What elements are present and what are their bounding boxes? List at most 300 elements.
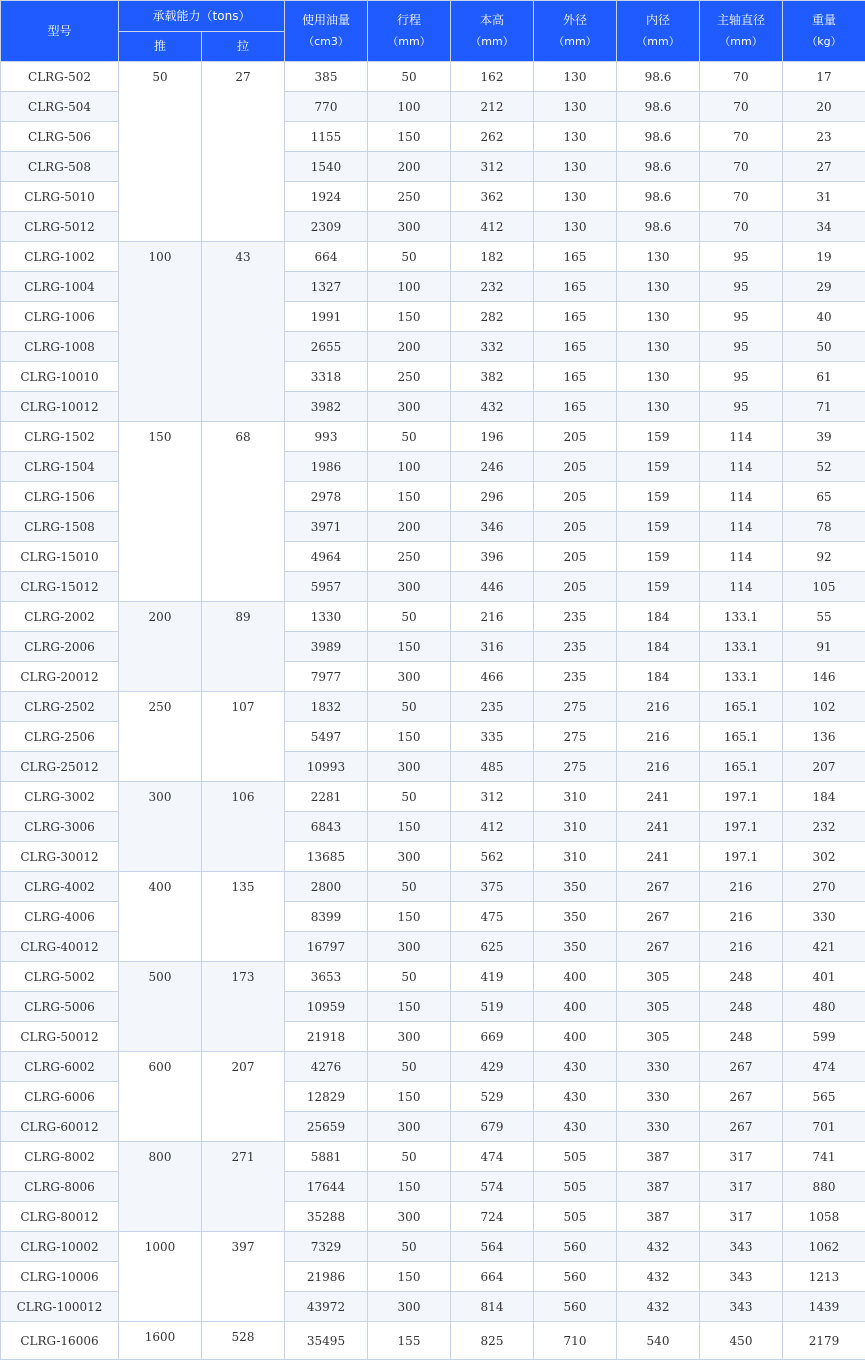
cell-weight: 50: [783, 332, 865, 362]
cell-push: 300: [119, 782, 202, 872]
header-outer-dia: [534, 1, 617, 62]
cell-stroke: 100: [368, 452, 451, 482]
cell-stroke: 300: [368, 392, 451, 422]
cell-height: 519: [451, 992, 534, 1022]
cell-shaft-dia: 114: [700, 542, 783, 572]
cell-weight: 34: [783, 212, 865, 242]
cell-height: 382: [451, 362, 534, 392]
cell-oil: 3971: [285, 512, 368, 542]
cell-inner-dia: 330: [617, 1052, 700, 1082]
cell-height: 669: [451, 1022, 534, 1052]
cell-weight: 401: [783, 962, 865, 992]
cell-weight: 1062: [783, 1232, 865, 1262]
cell-inner-dia: 159: [617, 452, 700, 482]
cell-push: 1000: [119, 1232, 202, 1322]
cell-stroke: 300: [368, 842, 451, 872]
cell-model: CLRG-6002: [1, 1052, 119, 1082]
cell-model: CLRG-1002: [1, 242, 119, 272]
cell-inner-dia: 387: [617, 1172, 700, 1202]
cell-stroke: 200: [368, 332, 451, 362]
cell-weight: 31: [783, 182, 865, 212]
cell-model: CLRG-3006: [1, 812, 119, 842]
cell-weight: 61: [783, 362, 865, 392]
cell-inner-dia: 159: [617, 572, 700, 602]
cell-oil: 5497: [285, 722, 368, 752]
cell-stroke: 300: [368, 1202, 451, 1232]
cell-shaft-dia: 95: [700, 362, 783, 392]
cell-outer-dia: 310: [534, 842, 617, 872]
cell-shaft-dia: 267: [700, 1082, 783, 1112]
cell-outer-dia: 235: [534, 632, 617, 662]
cell-model: CLRG-4006: [1, 902, 119, 932]
cell-inner-dia: 241: [617, 842, 700, 872]
cell-height: 429: [451, 1052, 534, 1082]
cell-inner-dia: 330: [617, 1112, 700, 1142]
cell-pull: 207: [202, 1052, 285, 1142]
cell-stroke: 150: [368, 482, 451, 512]
cell-model: CLRG-16006: [1, 1322, 119, 1360]
cell-inner-dia: 159: [617, 482, 700, 512]
header-stroke-label: 行程: [397, 13, 421, 27]
table-row: [1, 1142, 865, 1172]
cell-model: CLRG-10010: [1, 362, 119, 392]
cell-stroke: 50: [368, 242, 451, 272]
cell-shaft-dia: 133.1: [700, 662, 783, 692]
cell-stroke: 150: [368, 992, 451, 1022]
cell-oil: 13685: [285, 842, 368, 872]
cell-stroke: 50: [368, 602, 451, 632]
cell-shaft-dia: 70: [700, 92, 783, 122]
cell-inner-dia: 432: [617, 1262, 700, 1292]
header-shaft-dia-unit: （mm）: [700, 34, 782, 49]
cell-inner-dia: 159: [617, 542, 700, 572]
cell-pull: 68: [202, 422, 285, 602]
cell-shaft-dia: 114: [700, 572, 783, 602]
cell-weight: 65: [783, 482, 865, 512]
cell-shaft-dia: 248: [700, 1022, 783, 1052]
cell-height: 562: [451, 842, 534, 872]
cell-weight: 19: [783, 242, 865, 272]
table-row: [1, 782, 865, 812]
cell-model: CLRG-1508: [1, 512, 119, 542]
cell-inner-dia: 387: [617, 1202, 700, 1232]
cell-height: 814: [451, 1292, 534, 1322]
cell-weight: 27: [783, 152, 865, 182]
cell-inner-dia: 216: [617, 752, 700, 782]
cell-shaft-dia: 450: [700, 1322, 783, 1360]
cell-model: CLRG-20012: [1, 662, 119, 692]
cell-model: CLRG-25012: [1, 752, 119, 782]
cell-height: 362: [451, 182, 534, 212]
cell-weight: 1058: [783, 1202, 865, 1232]
cell-weight: 20: [783, 92, 865, 122]
cell-outer-dia: 205: [534, 482, 617, 512]
cell-stroke: 50: [368, 782, 451, 812]
cell-shaft-dia: 267: [700, 1052, 783, 1082]
table-row: [1, 62, 865, 92]
cell-height: 412: [451, 812, 534, 842]
cell-height: 332: [451, 332, 534, 362]
cell-height: 232: [451, 272, 534, 302]
cell-outer-dia: 205: [534, 572, 617, 602]
cell-oil: 1540: [285, 152, 368, 182]
header-oil-label: 使用油量: [302, 13, 350, 27]
cell-inner-dia: 130: [617, 332, 700, 362]
cell-shaft-dia: 165.1: [700, 722, 783, 752]
cell-stroke: 300: [368, 1292, 451, 1322]
cell-inner-dia: 387: [617, 1142, 700, 1172]
cell-push: 50: [119, 62, 202, 242]
cell-shaft-dia: 343: [700, 1262, 783, 1292]
cell-oil: 1330: [285, 602, 368, 632]
cell-height: 196: [451, 422, 534, 452]
cell-push: 400: [119, 872, 202, 962]
cell-oil: 12829: [285, 1082, 368, 1112]
cell-inner-dia: 216: [617, 722, 700, 752]
cell-pull: 43: [202, 242, 285, 422]
cell-model: CLRG-2502: [1, 692, 119, 722]
cell-inner-dia: 305: [617, 962, 700, 992]
cell-stroke: 300: [368, 752, 451, 782]
cell-push: 800: [119, 1142, 202, 1232]
header-weight: [783, 1, 865, 62]
cell-outer-dia: 130: [534, 92, 617, 122]
cell-outer-dia: 560: [534, 1232, 617, 1262]
cell-height: 724: [451, 1202, 534, 1232]
cell-shaft-dia: 248: [700, 992, 783, 1022]
cell-model: CLRG-10006: [1, 1262, 119, 1292]
cell-oil: 2978: [285, 482, 368, 512]
cell-inner-dia: 267: [617, 932, 700, 962]
cell-shaft-dia: 70: [700, 212, 783, 242]
cell-shaft-dia: 267: [700, 1112, 783, 1142]
cell-shaft-dia: 114: [700, 482, 783, 512]
cell-outer-dia: 560: [534, 1292, 617, 1322]
header-stroke: [368, 1, 451, 62]
header-outer-dia-unit: （mm）: [534, 34, 616, 49]
cell-inner-dia: 305: [617, 1022, 700, 1052]
cell-weight: 207: [783, 752, 865, 782]
cell-model: CLRG-1004: [1, 272, 119, 302]
cell-inner-dia: 267: [617, 902, 700, 932]
cell-model: CLRG-8002: [1, 1142, 119, 1172]
cell-inner-dia: 241: [617, 782, 700, 812]
cell-model: CLRG-50012: [1, 1022, 119, 1052]
cell-model: CLRG-5010: [1, 182, 119, 212]
cell-inner-dia: 130: [617, 362, 700, 392]
table-row: [1, 1052, 865, 1082]
cell-pull: 271: [202, 1142, 285, 1232]
cell-weight: 52: [783, 452, 865, 482]
cell-model: CLRG-5012: [1, 212, 119, 242]
cell-model: CLRG-8006: [1, 1172, 119, 1202]
cell-model: CLRG-508: [1, 152, 119, 182]
cell-inner-dia: 216: [617, 692, 700, 722]
cell-shaft-dia: 114: [700, 512, 783, 542]
cell-outer-dia: 130: [534, 62, 617, 92]
table-row: [1, 1322, 865, 1360]
cell-height: 212: [451, 92, 534, 122]
cell-oil: 4964: [285, 542, 368, 572]
cell-shaft-dia: 95: [700, 332, 783, 362]
cell-weight: 39: [783, 422, 865, 452]
cell-height: 564: [451, 1232, 534, 1262]
cell-stroke: 200: [368, 512, 451, 542]
cell-weight: 105: [783, 572, 865, 602]
cell-shaft-dia: 95: [700, 302, 783, 332]
cell-inner-dia: 432: [617, 1232, 700, 1262]
cell-weight: 2179: [783, 1322, 865, 1360]
cell-height: 419: [451, 962, 534, 992]
table-row: [1, 692, 865, 722]
cell-inner-dia: 184: [617, 632, 700, 662]
header-stroke-unit: （mm）: [368, 34, 450, 49]
cell-outer-dia: 235: [534, 662, 617, 692]
cell-oil: 1155: [285, 122, 368, 152]
cell-height: 396: [451, 542, 534, 572]
cell-height: 246: [451, 452, 534, 482]
cell-model: CLRG-2506: [1, 722, 119, 752]
cell-model: CLRG-5002: [1, 962, 119, 992]
cell-oil: 1924: [285, 182, 368, 212]
cell-shaft-dia: 343: [700, 1292, 783, 1322]
cell-model: CLRG-6006: [1, 1082, 119, 1112]
cell-inner-dia: 98.6: [617, 152, 700, 182]
cell-height: 316: [451, 632, 534, 662]
cell-oil: 5957: [285, 572, 368, 602]
cell-stroke: 50: [368, 1052, 451, 1082]
cell-stroke: 50: [368, 1142, 451, 1172]
cell-shaft-dia: 114: [700, 422, 783, 452]
cell-stroke: 100: [368, 92, 451, 122]
cell-push: 200: [119, 602, 202, 692]
cell-weight: 480: [783, 992, 865, 1022]
cell-height: 346: [451, 512, 534, 542]
cell-shaft-dia: 216: [700, 902, 783, 932]
cell-weight: 421: [783, 932, 865, 962]
header-weight-unit: （kg）: [783, 34, 865, 49]
cell-model: CLRG-1504: [1, 452, 119, 482]
cell-push: 500: [119, 962, 202, 1052]
cell-shaft-dia: 165.1: [700, 692, 783, 722]
cell-shaft-dia: 197.1: [700, 782, 783, 812]
cell-weight: 1439: [783, 1292, 865, 1322]
cell-outer-dia: 505: [534, 1172, 617, 1202]
cell-weight: 55: [783, 602, 865, 632]
header-push: 推: [119, 32, 202, 62]
cell-oil: 1832: [285, 692, 368, 722]
cell-oil: 10993: [285, 752, 368, 782]
header-shaft-dia-label: 主轴直径: [717, 13, 765, 27]
cell-weight: 136: [783, 722, 865, 752]
cell-height: 182: [451, 242, 534, 272]
cell-outer-dia: 350: [534, 872, 617, 902]
cell-oil: 25659: [285, 1112, 368, 1142]
table-row: [1, 422, 865, 452]
header-weight-label: 重量: [812, 13, 836, 27]
cell-outer-dia: 165: [534, 362, 617, 392]
cell-stroke: 300: [368, 932, 451, 962]
cell-stroke: 150: [368, 812, 451, 842]
cell-model: CLRG-15012: [1, 572, 119, 602]
cell-weight: 184: [783, 782, 865, 812]
cell-oil: 6843: [285, 812, 368, 842]
cell-model: CLRG-3002: [1, 782, 119, 812]
cell-oil: 2281: [285, 782, 368, 812]
cell-oil: 43972: [285, 1292, 368, 1322]
cell-oil: 10959: [285, 992, 368, 1022]
header-height-unit: （mm）: [451, 34, 533, 49]
cell-weight: 880: [783, 1172, 865, 1202]
cell-model: CLRG-1006: [1, 302, 119, 332]
cell-stroke: 300: [368, 572, 451, 602]
cell-outer-dia: 130: [534, 182, 617, 212]
cell-shaft-dia: 114: [700, 452, 783, 482]
cell-outer-dia: 710: [534, 1322, 617, 1360]
cell-inner-dia: 184: [617, 662, 700, 692]
cell-stroke: 50: [368, 1232, 451, 1262]
cell-weight: 92: [783, 542, 865, 572]
header-outer-dia-label: 外径: [563, 13, 587, 27]
cell-shaft-dia: 165.1: [700, 752, 783, 782]
cell-outer-dia: 310: [534, 812, 617, 842]
cell-oil: 7977: [285, 662, 368, 692]
cell-height: 282: [451, 302, 534, 332]
cell-model: CLRG-40012: [1, 932, 119, 962]
cell-stroke: 50: [368, 422, 451, 452]
cell-oil: 16797: [285, 932, 368, 962]
cell-shaft-dia: 317: [700, 1142, 783, 1172]
header-shaft-dia: [700, 1, 783, 62]
cell-height: 529: [451, 1082, 534, 1112]
cell-model: CLRG-506: [1, 122, 119, 152]
cell-weight: 71: [783, 392, 865, 422]
cell-height: 664: [451, 1262, 534, 1292]
cell-height: 235: [451, 692, 534, 722]
cell-outer-dia: 505: [534, 1142, 617, 1172]
cell-stroke: 150: [368, 722, 451, 752]
cell-weight: 29: [783, 272, 865, 302]
cell-outer-dia: 205: [534, 422, 617, 452]
cell-weight: 741: [783, 1142, 865, 1172]
cell-outer-dia: 350: [534, 902, 617, 932]
cell-stroke: 50: [368, 872, 451, 902]
cell-stroke: 155: [368, 1322, 451, 1360]
cell-outer-dia: 205: [534, 452, 617, 482]
cell-height: 825: [451, 1322, 534, 1360]
cell-shaft-dia: 216: [700, 872, 783, 902]
cell-stroke: 300: [368, 212, 451, 242]
table-row: [1, 242, 865, 272]
cell-oil: 3982: [285, 392, 368, 422]
cell-model: CLRG-10012: [1, 392, 119, 422]
cell-inner-dia: 184: [617, 602, 700, 632]
cell-outer-dia: 235: [534, 602, 617, 632]
cell-weight: 17: [783, 62, 865, 92]
cell-stroke: 200: [368, 152, 451, 182]
cell-weight: 474: [783, 1052, 865, 1082]
cell-height: 475: [451, 902, 534, 932]
cell-pull: 528: [202, 1322, 285, 1360]
cell-pull: 397: [202, 1232, 285, 1322]
cell-model: CLRG-60012: [1, 1112, 119, 1142]
cell-oil: 3989: [285, 632, 368, 662]
cell-oil: 2309: [285, 212, 368, 242]
cell-outer-dia: 130: [534, 122, 617, 152]
cell-shaft-dia: 133.1: [700, 632, 783, 662]
cell-height: 679: [451, 1112, 534, 1142]
cell-oil: 4276: [285, 1052, 368, 1082]
cell-oil: 7329: [285, 1232, 368, 1262]
cell-stroke: 150: [368, 902, 451, 932]
cell-weight: 701: [783, 1112, 865, 1142]
cell-height: 312: [451, 152, 534, 182]
cell-model: CLRG-502: [1, 62, 119, 92]
cell-height: 574: [451, 1172, 534, 1202]
cell-shaft-dia: 317: [700, 1202, 783, 1232]
cell-oil: 35288: [285, 1202, 368, 1232]
cell-oil: 993: [285, 422, 368, 452]
cell-model: CLRG-1008: [1, 332, 119, 362]
cell-outer-dia: 430: [534, 1082, 617, 1112]
cell-inner-dia: 159: [617, 512, 700, 542]
header-inner-dia-unit: （mm）: [617, 34, 699, 49]
cell-outer-dia: 350: [534, 932, 617, 962]
cell-push: 100: [119, 242, 202, 422]
cell-outer-dia: 205: [534, 542, 617, 572]
cell-shaft-dia: 70: [700, 122, 783, 152]
cell-stroke: 250: [368, 362, 451, 392]
table-row: [1, 1232, 865, 1262]
cell-inner-dia: 130: [617, 302, 700, 332]
cell-weight: 565: [783, 1082, 865, 1112]
cell-oil: 21986: [285, 1262, 368, 1292]
cell-model: CLRG-2006: [1, 632, 119, 662]
header-oil: [285, 1, 368, 62]
cell-height: 474: [451, 1142, 534, 1172]
cell-height: 312: [451, 782, 534, 812]
cell-height: 432: [451, 392, 534, 422]
cell-weight: 23: [783, 122, 865, 152]
cell-outer-dia: 400: [534, 992, 617, 1022]
cell-height: 375: [451, 872, 534, 902]
cell-oil: 1327: [285, 272, 368, 302]
cell-outer-dia: 505: [534, 1202, 617, 1232]
cell-pull: 27: [202, 62, 285, 242]
cell-weight: 91: [783, 632, 865, 662]
cell-height: 466: [451, 662, 534, 692]
cell-inner-dia: 330: [617, 1082, 700, 1112]
cell-oil: 2800: [285, 872, 368, 902]
cell-oil: 385: [285, 62, 368, 92]
header-model: 型号: [1, 1, 119, 62]
cell-stroke: 300: [368, 1022, 451, 1052]
cell-stroke: 300: [368, 1112, 451, 1142]
cell-inner-dia: 98.6: [617, 122, 700, 152]
cell-outer-dia: 275: [534, 722, 617, 752]
cell-weight: 102: [783, 692, 865, 722]
table-header: [1, 1, 865, 62]
cell-outer-dia: 130: [534, 212, 617, 242]
cell-outer-dia: 165: [534, 332, 617, 362]
cell-weight: 270: [783, 872, 865, 902]
cell-outer-dia: 275: [534, 692, 617, 722]
cell-push: 250: [119, 692, 202, 782]
cell-height: 625: [451, 932, 534, 962]
header-oil-unit: （cm3）: [285, 34, 367, 49]
cell-weight: 599: [783, 1022, 865, 1052]
cell-stroke: 150: [368, 1082, 451, 1112]
